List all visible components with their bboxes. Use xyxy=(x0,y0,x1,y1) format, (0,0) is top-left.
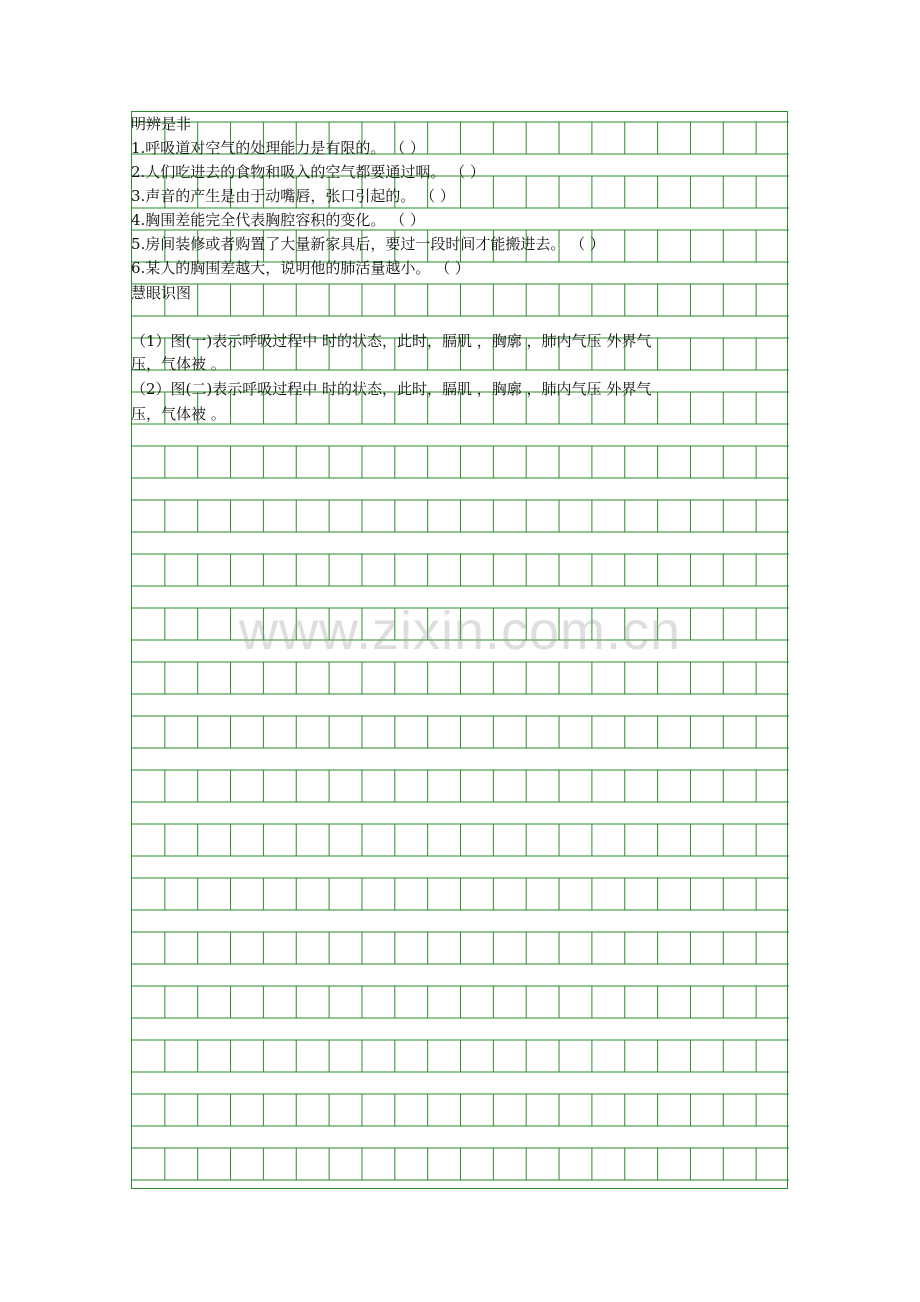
judgment-item-6: 6.某人的胸围差越大，说明他的肺活量越小。 （ ） xyxy=(131,259,470,277)
judgment-item-2: 2.人们吃进去的食物和吸入的空气都要通过咽。 （ ） xyxy=(131,163,485,181)
judgment-item-3: 3.声音的产生是由于动嘴唇，张口引起的。 （ ） xyxy=(131,187,455,205)
diagram-question-2-line-2: 压，气体被 。 xyxy=(131,405,226,423)
diagram-question-1-line-2: 压，气体被 。 xyxy=(131,355,226,373)
diagram-question-1-line-1: （1）图(一)表示呼吸过程中 时的状态，此时，膈肌 ，胸廓 ，肺内气压 外界气 xyxy=(131,332,652,350)
judgment-item-1: 1.呼吸道对空气的处理能力是有限的。 （ ） xyxy=(131,139,425,157)
watermark: www.zixin.com.cn xyxy=(238,601,682,661)
section-title-diagram: 慧眼识图 xyxy=(131,284,192,302)
diagram-question-2-line-1: （2）图(二)表示呼吸过程中 时的状态，此时，膈肌 ，胸廓 ，肺内气压 外界气 xyxy=(131,380,652,398)
judgment-item-5: 5.房间装修或者购置了大量新家具后，要过一段时间才能搬进去。 （ ） xyxy=(131,235,605,253)
judgment-item-4: 4.胸围差能完全代表胸腔容积的变化。 （ ） xyxy=(131,211,425,229)
section-title-judgment: 明辨是非 xyxy=(131,115,192,133)
